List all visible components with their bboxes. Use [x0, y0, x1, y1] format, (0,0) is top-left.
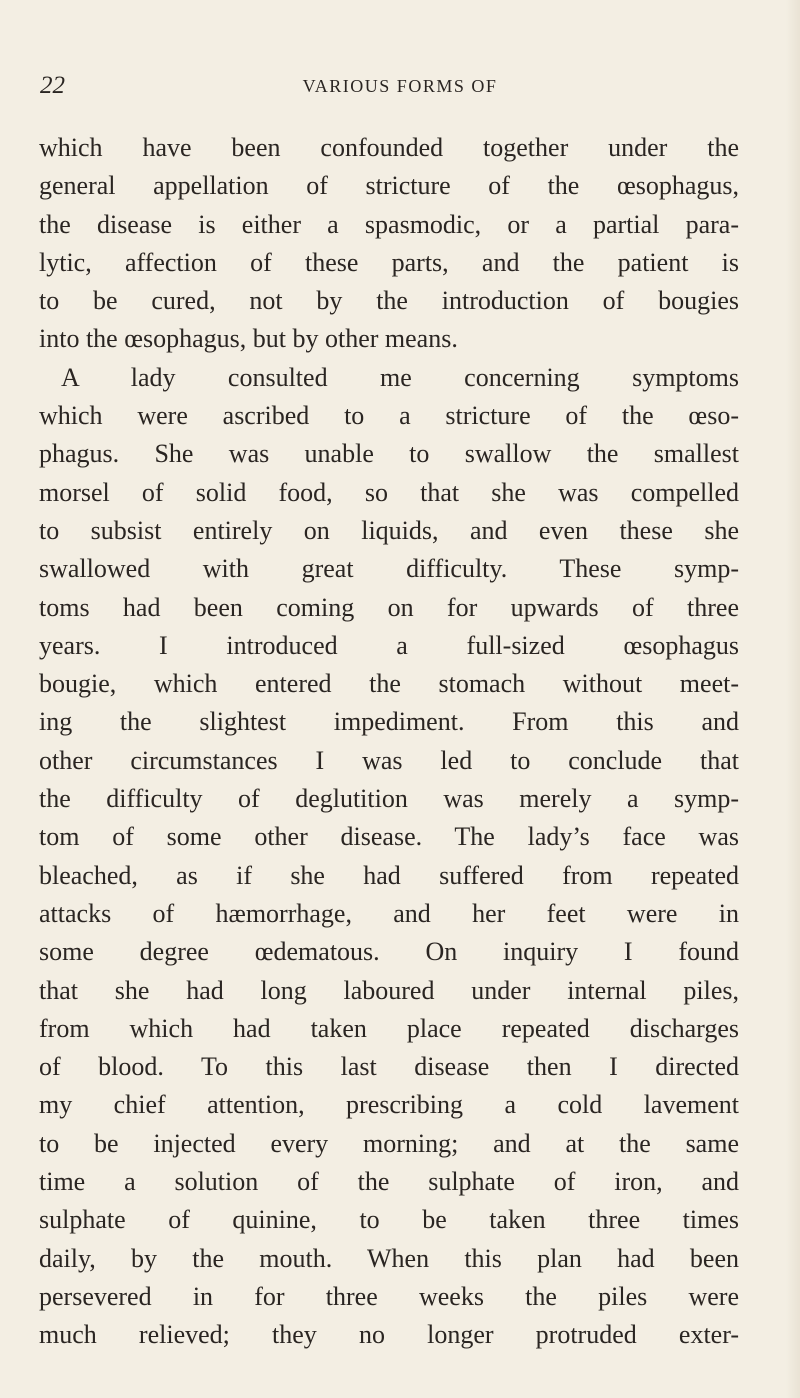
- text-line: which were ascribed to a stricture of the œso-: [39, 401, 739, 431]
- text-line: my chief attention, prescribing a cold lavement: [39, 1090, 739, 1120]
- text-line: the difficulty of deglutition was merely a symp-: [39, 784, 739, 814]
- text-line: general appellation of stricture of the œsophagus,: [39, 171, 739, 201]
- text-line: time a solution of the sulphate of iron, and: [39, 1167, 739, 1197]
- text-line: into the œsophagus, but by other means.: [39, 324, 458, 354]
- text-line: some degree œdematous. On inquiry I found: [39, 937, 739, 967]
- page-edge-shadow: [786, 0, 800, 1398]
- text-line: sulphate of quinine, to be taken three times: [39, 1205, 739, 1235]
- text-line: daily, by the mouth. When this plan had been: [39, 1243, 739, 1273]
- text-line: tom of some other disease. The lady’s face was: [39, 822, 739, 852]
- text-line: A lady consulted me concerning symptoms: [61, 362, 739, 392]
- text-line: that she had long laboured under internal piles,: [39, 975, 739, 1005]
- text-line: years. I introduced a full-sized œsophagus: [39, 630, 739, 660]
- page-header: [40, 72, 740, 102]
- text-line: swallowed with great difficulty. These symp-: [39, 554, 739, 584]
- text-line: other circumstances I was led to conclude that: [39, 745, 739, 775]
- text-line: bougie, which entered the stomach without meet-: [39, 669, 739, 699]
- text-line: attacks of hæmorrhage, and her feet were in: [39, 898, 739, 928]
- text-line: from which had taken place repeated discharges: [39, 1013, 739, 1043]
- running-title: VARIOUS FORMS OF: [302, 76, 498, 96]
- text-line: to be injected every morning; and at the same: [39, 1128, 739, 1158]
- text-line: the disease is either a spasmodic, or a partial para-: [39, 209, 739, 239]
- text-line: to be cured, not by the introduction of bougies: [39, 286, 739, 316]
- text-line: persevered in for three weeks the piles were: [39, 1281, 739, 1311]
- text-line: ing the slightest impediment. From this and: [39, 707, 739, 737]
- page-number: 22: [40, 72, 65, 99]
- text-line: which have been confounded together under the: [39, 133, 739, 162]
- body-text: [39, 129, 739, 1355]
- text-line: lytic, affection of these parts, and the patient is: [39, 247, 739, 277]
- text-line: much relieved; they no longer protruded exter-: [39, 1320, 739, 1350]
- text-line: of blood. To this last disease then I directed: [39, 1052, 739, 1082]
- text-line: toms had been coming on for upwards of three: [39, 592, 739, 622]
- text-line: to subsist entirely on liquids, and even these she: [39, 515, 739, 545]
- text-line: bleached, as if she had suffered from repeated: [39, 860, 739, 890]
- text-line: phagus. She was unable to swallow the smallest: [39, 439, 739, 469]
- text-line: morsel of solid food, so that she was compelled: [39, 477, 739, 507]
